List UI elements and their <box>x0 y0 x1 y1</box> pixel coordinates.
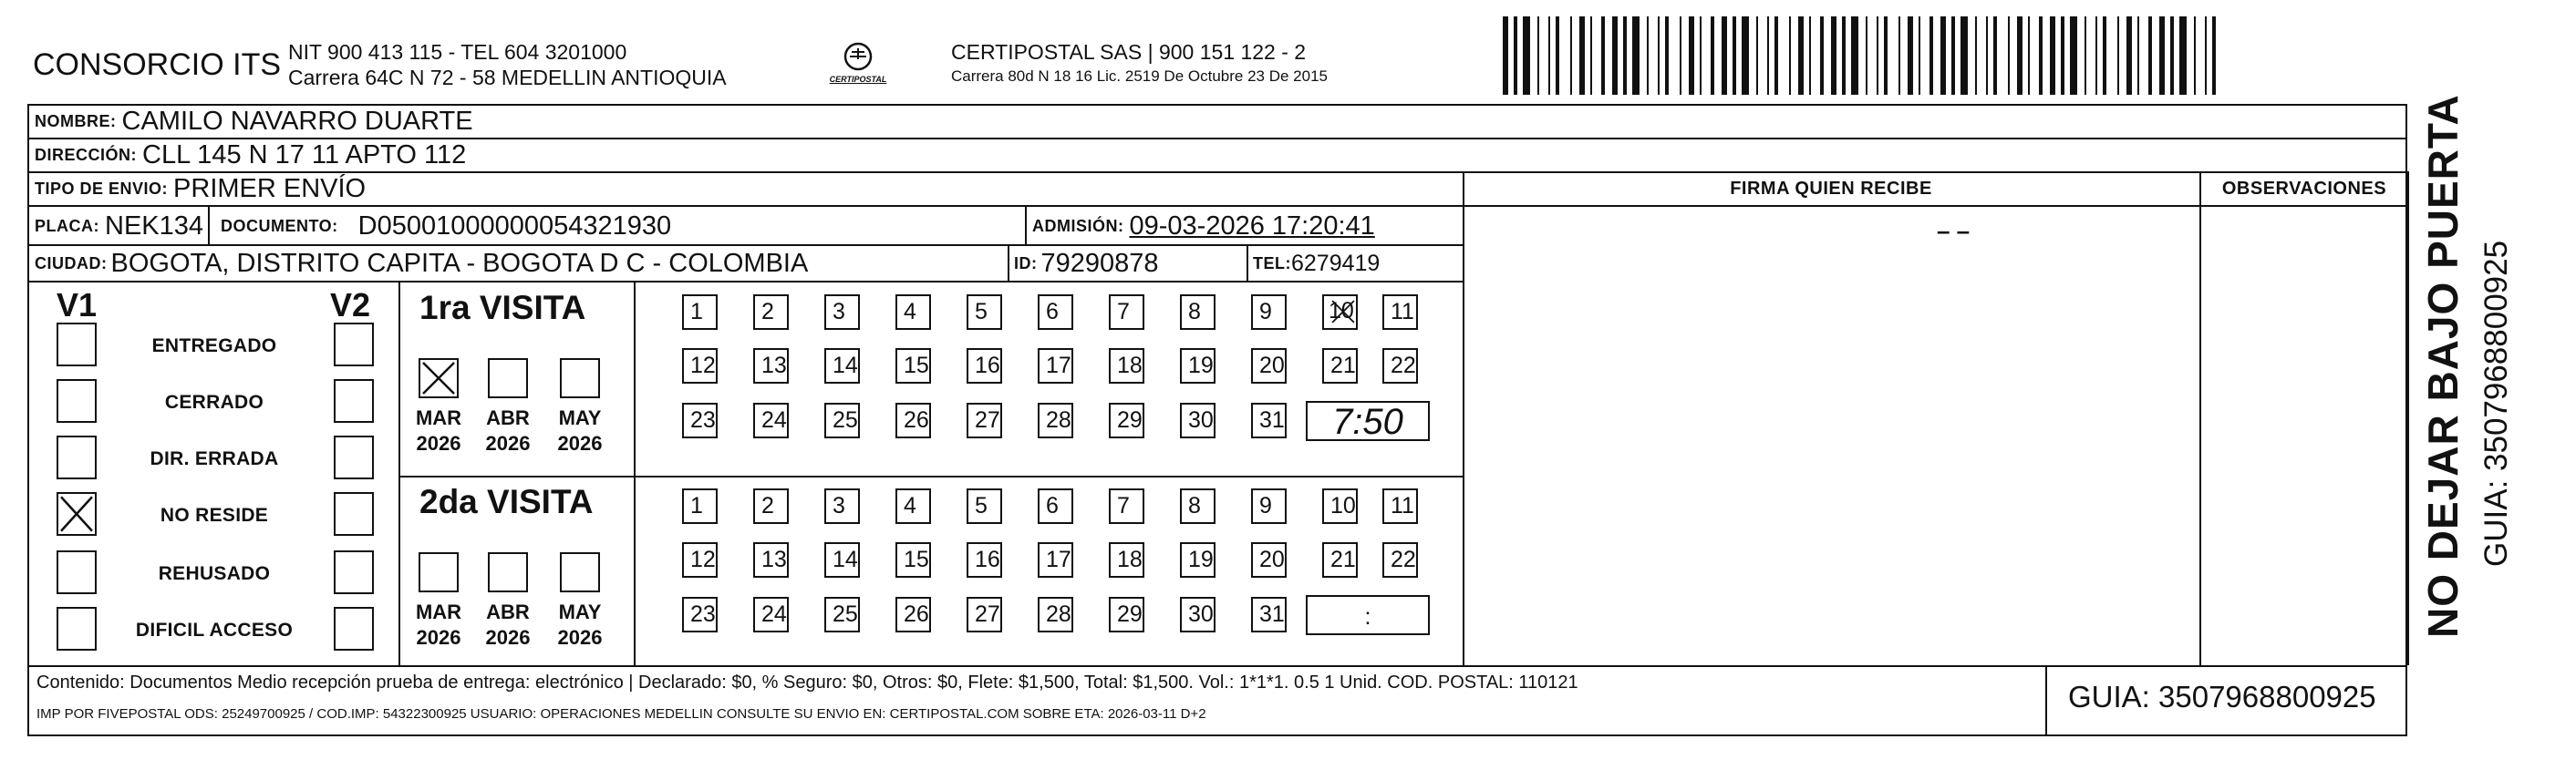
month-name: MAR <box>415 406 462 429</box>
day-box-25[interactable] <box>824 597 860 632</box>
v1-checkbox[interactable] <box>57 436 97 479</box>
placa-value: NEK134 <box>105 211 204 241</box>
day-box-16[interactable] <box>967 348 1002 384</box>
divider <box>27 205 2407 207</box>
id-label: ID: <box>1014 253 1038 272</box>
day-box-19[interactable] <box>1180 542 1216 578</box>
day-box-26[interactable] <box>895 403 931 438</box>
day-number: 18 <box>1117 353 1143 378</box>
x-mark-icon <box>58 494 95 534</box>
direccion-row <box>35 139 466 172</box>
certipostal-line2: Carrera 80d N 18 16 Lic. 2519 De Octubre 23 De 2015 <box>951 67 1328 85</box>
day-box-29[interactable] <box>1109 403 1144 438</box>
day-number: 21 <box>1330 547 1356 572</box>
day-box-27[interactable] <box>967 403 1002 438</box>
month-year: 2026 <box>416 432 461 455</box>
day-number: 21 <box>1330 353 1356 378</box>
day-number: 13 <box>761 547 787 572</box>
day-number: 3 <box>833 299 845 324</box>
day-number: 15 <box>904 547 929 572</box>
company-name: CONSORCIO ITS <box>33 47 282 82</box>
contenido-text: Contenido: Documentos Medio recepción prueba de entrega: electrónico | Declarado: $0, % Seguro: $0, Otros: $0, Flete: $1,500, Total: $1,500. Vol.: 1*1*1. 0.5 1 Unid. COD. POSTAL: 110121 <box>36 673 1578 693</box>
documento-value: D05001000000054321930 <box>357 211 672 241</box>
nombre-label: NOMBRE: <box>35 112 117 130</box>
day-box-7[interactable] <box>1109 294 1144 330</box>
divider <box>1247 245 1248 282</box>
day-number: 12 <box>690 353 716 378</box>
day-number: 26 <box>904 601 929 627</box>
divider <box>1463 171 1464 665</box>
divider <box>1008 245 1009 282</box>
day-number: 1 <box>690 299 703 324</box>
v2-checkbox[interactable] <box>334 379 374 423</box>
nombre-row <box>35 105 473 139</box>
nombre-value: CAMILO NAVARRO DUARTE <box>121 107 473 136</box>
day-number: 6 <box>1046 299 1059 324</box>
month-label <box>476 600 540 651</box>
day-box-20[interactable] <box>1251 542 1287 578</box>
day-box-23[interactable] <box>682 403 718 438</box>
day-number: 8 <box>1188 493 1201 519</box>
certipostal-logo <box>830 38 886 91</box>
day-box-18[interactable] <box>1109 542 1144 578</box>
divider <box>398 476 1463 478</box>
month-checkbox[interactable] <box>488 552 528 592</box>
side-guia: GUIA: 3507968800925 <box>2478 240 2514 567</box>
v2-checkbox[interactable] <box>334 492 374 536</box>
month-checkbox[interactable] <box>419 552 459 592</box>
day-number: 3 <box>833 493 845 519</box>
day-box-15[interactable] <box>895 348 931 384</box>
day-number: 14 <box>833 547 858 572</box>
day-number: 7 <box>1117 493 1130 519</box>
day-box-24[interactable] <box>753 597 789 632</box>
firma-mark: – – <box>1937 217 1971 244</box>
day-box-14[interactable] <box>824 542 860 578</box>
time-field[interactable]: : <box>1306 595 1430 635</box>
day-box-12[interactable] <box>682 542 718 578</box>
day-number: 16 <box>975 547 1000 572</box>
day-box-6[interactable] <box>1038 294 1073 330</box>
day-number: 24 <box>761 407 787 433</box>
admision-cell <box>1032 208 1375 244</box>
day-number: 14 <box>833 353 858 378</box>
divider <box>1025 206 1027 245</box>
tel-label: TEL: <box>1253 253 1291 272</box>
x-mark-icon <box>420 360 457 396</box>
month-year: 2026 <box>557 626 603 649</box>
visit-title: 1ra VISITA <box>419 289 586 326</box>
day-number: 16 <box>975 353 1000 378</box>
status-option-label: CERRADO <box>164 392 264 413</box>
day-box-14[interactable] <box>824 348 860 384</box>
day-box-30[interactable] <box>1180 403 1216 438</box>
v1-checkbox[interactable] <box>57 323 97 366</box>
ciudad-cell <box>35 246 808 281</box>
month-year: 2026 <box>485 432 531 455</box>
day-number: 27 <box>975 407 1000 433</box>
day-number: 1 <box>690 493 703 519</box>
month-year: 2026 <box>557 432 603 455</box>
divider <box>634 282 636 665</box>
day-box-28[interactable] <box>1038 403 1073 438</box>
month-checkbox[interactable] <box>560 552 600 592</box>
month-name: ABR <box>486 601 530 623</box>
documento-cell <box>221 208 671 244</box>
v2-checkbox[interactable] <box>334 323 374 366</box>
v2-checkbox[interactable] <box>334 607 374 651</box>
direccion-value: CLL 145 N 17 11 APTO 112 <box>142 140 467 169</box>
day-number: 23 <box>690 407 716 433</box>
month-name: MAY <box>558 406 602 429</box>
status-option-label: DIFICIL ACCESO <box>135 620 294 641</box>
divider <box>2045 665 2047 736</box>
day-box-22[interactable] <box>1382 542 1418 578</box>
day-box-2[interactable] <box>753 488 789 524</box>
imp-text: IMP POR FIVEPOSTAL ODS: 25249700925 / COD.IMP: 54322300925 USUARIO: OPERACIONES MEDELLIN CONSULTE SU ENVIO EN: CERTIPOSTAL.COM SOBRE ETA: 2026-03-11 D+2 <box>36 706 1206 722</box>
divider <box>27 665 2407 667</box>
day-box-1[interactable] <box>682 488 718 524</box>
day-box-2[interactable] <box>753 294 789 330</box>
day-box-11[interactable] <box>1382 488 1418 524</box>
footer-guia: GUIA: 3507968800925 <box>2068 680 2376 714</box>
no-dejar-warning: NO DEJAR BAJO PUERTA <box>2419 94 2467 638</box>
day-number: 17 <box>1046 353 1071 378</box>
v2-header: V2 <box>330 286 371 324</box>
id-value: 79290878 <box>1040 248 1159 278</box>
day-box-23[interactable] <box>682 597 718 632</box>
direccion-label: DIRECCIÓN: <box>35 146 137 164</box>
month-name: ABR <box>486 406 530 429</box>
day-box-18[interactable] <box>1109 348 1144 384</box>
day-box-5[interactable] <box>967 488 1002 524</box>
day-number: 2 <box>761 493 774 519</box>
day-number: 20 <box>1259 353 1285 378</box>
logo-text: CERTIPOSTAL <box>829 75 887 84</box>
day-box-1[interactable] <box>682 294 718 330</box>
day-box-7[interactable] <box>1109 488 1144 524</box>
placa-cell <box>35 208 203 244</box>
ciudad-label: CIUDAD: <box>35 253 108 272</box>
day-number: 31 <box>1259 601 1285 627</box>
status-option-label: NO RESIDE <box>160 505 269 526</box>
day-number: 28 <box>1046 407 1071 433</box>
day-box-29[interactable] <box>1109 597 1144 632</box>
day-box-21[interactable] <box>1322 542 1358 578</box>
tipo-value: PRIMER ENVÍO <box>173 174 367 203</box>
day-number: 29 <box>1117 407 1143 433</box>
tipo-row <box>35 172 366 206</box>
day-box-10[interactable] <box>1322 488 1358 524</box>
month-name: MAR <box>415 601 462 623</box>
day-box-26[interactable] <box>895 597 931 632</box>
day-number: 25 <box>833 601 858 627</box>
month-year: 2026 <box>485 626 531 649</box>
day-box-17[interactable] <box>1038 348 1073 384</box>
day-number: 23 <box>690 601 716 627</box>
v1-checkbox[interactable] <box>57 550 97 594</box>
nit-line: NIT 900 413 115 - TEL 604 3201000 <box>288 40 627 64</box>
firma-header: FIRMA QUIEN RECIBE <box>1730 179 1932 199</box>
day-box-3[interactable] <box>824 488 860 524</box>
day-number: 10 <box>1330 493 1356 519</box>
v1-header: V1 <box>57 286 98 324</box>
month-label <box>407 406 471 457</box>
day-number: 27 <box>975 601 1000 627</box>
ciudad-value: BOGOTA, DISTRITO CAPITA - BOGOTA D C - COLOMBIA <box>110 248 809 278</box>
day-box-6[interactable] <box>1038 488 1073 524</box>
day-number: 30 <box>1188 407 1214 433</box>
divider <box>2199 171 2201 665</box>
month-checkbox[interactable] <box>560 358 600 398</box>
day-box-24[interactable] <box>753 403 789 438</box>
barcode <box>1503 16 2225 95</box>
day-box-13[interactable] <box>753 348 789 384</box>
tipo-label: TIPO DE ENVIO: <box>35 180 169 198</box>
month-label <box>476 406 540 457</box>
day-number: 8 <box>1188 299 1201 324</box>
day-box-19[interactable] <box>1180 348 1216 384</box>
day-box-22[interactable] <box>1382 348 1418 384</box>
day-number: 30 <box>1188 601 1214 627</box>
month-year: 2026 <box>416 626 461 649</box>
month-label <box>548 406 612 457</box>
day-box-20[interactable] <box>1251 348 1287 384</box>
v2-checkbox[interactable] <box>334 550 374 594</box>
day-box-9[interactable] <box>1251 294 1287 330</box>
day-number: 5 <box>975 299 988 324</box>
day-number: 4 <box>904 299 916 324</box>
visit-title: 2da VISITA <box>419 483 594 520</box>
day-number: 10 <box>1329 298 1354 324</box>
day-box-31[interactable] <box>1251 403 1287 438</box>
admision-value: 09-03-2026 17:20:41 <box>1129 211 1375 241</box>
day-number: 28 <box>1046 601 1071 627</box>
day-box-10[interactable] <box>1322 294 1358 330</box>
day-number: 19 <box>1188 353 1214 378</box>
v2-checkbox[interactable] <box>334 436 374 479</box>
v1-checkbox[interactable] <box>57 379 97 423</box>
day-box-16[interactable] <box>967 542 1002 578</box>
day-box-5[interactable] <box>967 294 1002 330</box>
day-number: 18 <box>1117 547 1143 572</box>
day-box-11[interactable] <box>1382 294 1418 330</box>
tel-cell <box>1253 246 1380 281</box>
day-number: 26 <box>904 407 929 433</box>
day-number: 24 <box>761 601 787 627</box>
placa-label: PLACA: <box>35 216 99 235</box>
day-number: 17 <box>1046 547 1071 572</box>
day-number: 29 <box>1117 601 1143 627</box>
month-checkbox[interactable] <box>488 358 528 398</box>
address-line: Carrera 64C N 72 - 58 MEDELLIN ANTIOQUIA <box>288 66 727 89</box>
day-number: 9 <box>1259 493 1272 519</box>
day-number: 31 <box>1259 407 1285 433</box>
day-box-25[interactable] <box>824 403 860 438</box>
admision-label: ADMISIÓN: <box>1032 216 1124 235</box>
tel-value: 6279419 <box>1291 250 1381 276</box>
day-box-4[interactable] <box>895 294 931 330</box>
time-field[interactable]: 7:50 <box>1306 401 1430 441</box>
day-number: 25 <box>833 407 858 433</box>
day-number: 12 <box>690 547 716 572</box>
v1-checkbox[interactable] <box>57 607 97 651</box>
day-box-8[interactable] <box>1180 294 1216 330</box>
day-box-31[interactable] <box>1251 597 1287 632</box>
day-box-17[interactable] <box>1038 542 1073 578</box>
day-number: 11 <box>1391 299 1414 324</box>
day-box-15[interactable] <box>895 542 931 578</box>
day-box-13[interactable] <box>753 542 789 578</box>
month-checkbox[interactable] <box>419 358 459 398</box>
day-number: 6 <box>1046 493 1059 519</box>
day-box-4[interactable] <box>895 488 931 524</box>
day-number: 22 <box>1391 547 1416 572</box>
day-box-21[interactable] <box>1322 348 1358 384</box>
month-label <box>407 600 471 651</box>
day-box-9[interactable] <box>1251 488 1287 524</box>
day-box-12[interactable] <box>682 348 718 384</box>
divider <box>398 282 400 665</box>
day-number: 4 <box>904 493 916 519</box>
v1-checkbox[interactable] <box>57 492 97 536</box>
day-number: 13 <box>761 353 787 378</box>
day-number: 5 <box>975 493 988 519</box>
day-box-27[interactable] <box>967 597 1002 632</box>
documento-label: DOCUMENTO: <box>221 216 338 235</box>
day-number: 22 <box>1391 353 1416 378</box>
month-name: MAY <box>558 601 602 623</box>
month-label <box>548 600 612 651</box>
id-cell <box>1014 246 1159 281</box>
day-number: 11 <box>1391 493 1414 519</box>
status-option-label: DIR. ERRADA <box>150 448 279 469</box>
day-number: 7 <box>1117 299 1130 324</box>
status-option-label: ENTREGADO <box>151 335 277 356</box>
observaciones-header: OBSERVACIONES <box>2221 179 2387 199</box>
status-option-label: REHUSADO <box>158 563 271 584</box>
day-box-30[interactable] <box>1180 597 1216 632</box>
divider <box>208 206 210 245</box>
day-number: 19 <box>1188 547 1214 572</box>
day-number: 2 <box>761 299 774 324</box>
divider <box>2407 171 2409 665</box>
day-number: 15 <box>904 353 929 378</box>
day-number: 9 <box>1259 299 1272 324</box>
day-box-8[interactable] <box>1180 488 1216 524</box>
certipostal-line1: CERTIPOSTAL SAS | 900 151 122 - 2 <box>951 40 1307 64</box>
day-box-28[interactable] <box>1038 597 1073 632</box>
day-box-3[interactable] <box>824 294 860 330</box>
day-number: 20 <box>1259 547 1285 572</box>
